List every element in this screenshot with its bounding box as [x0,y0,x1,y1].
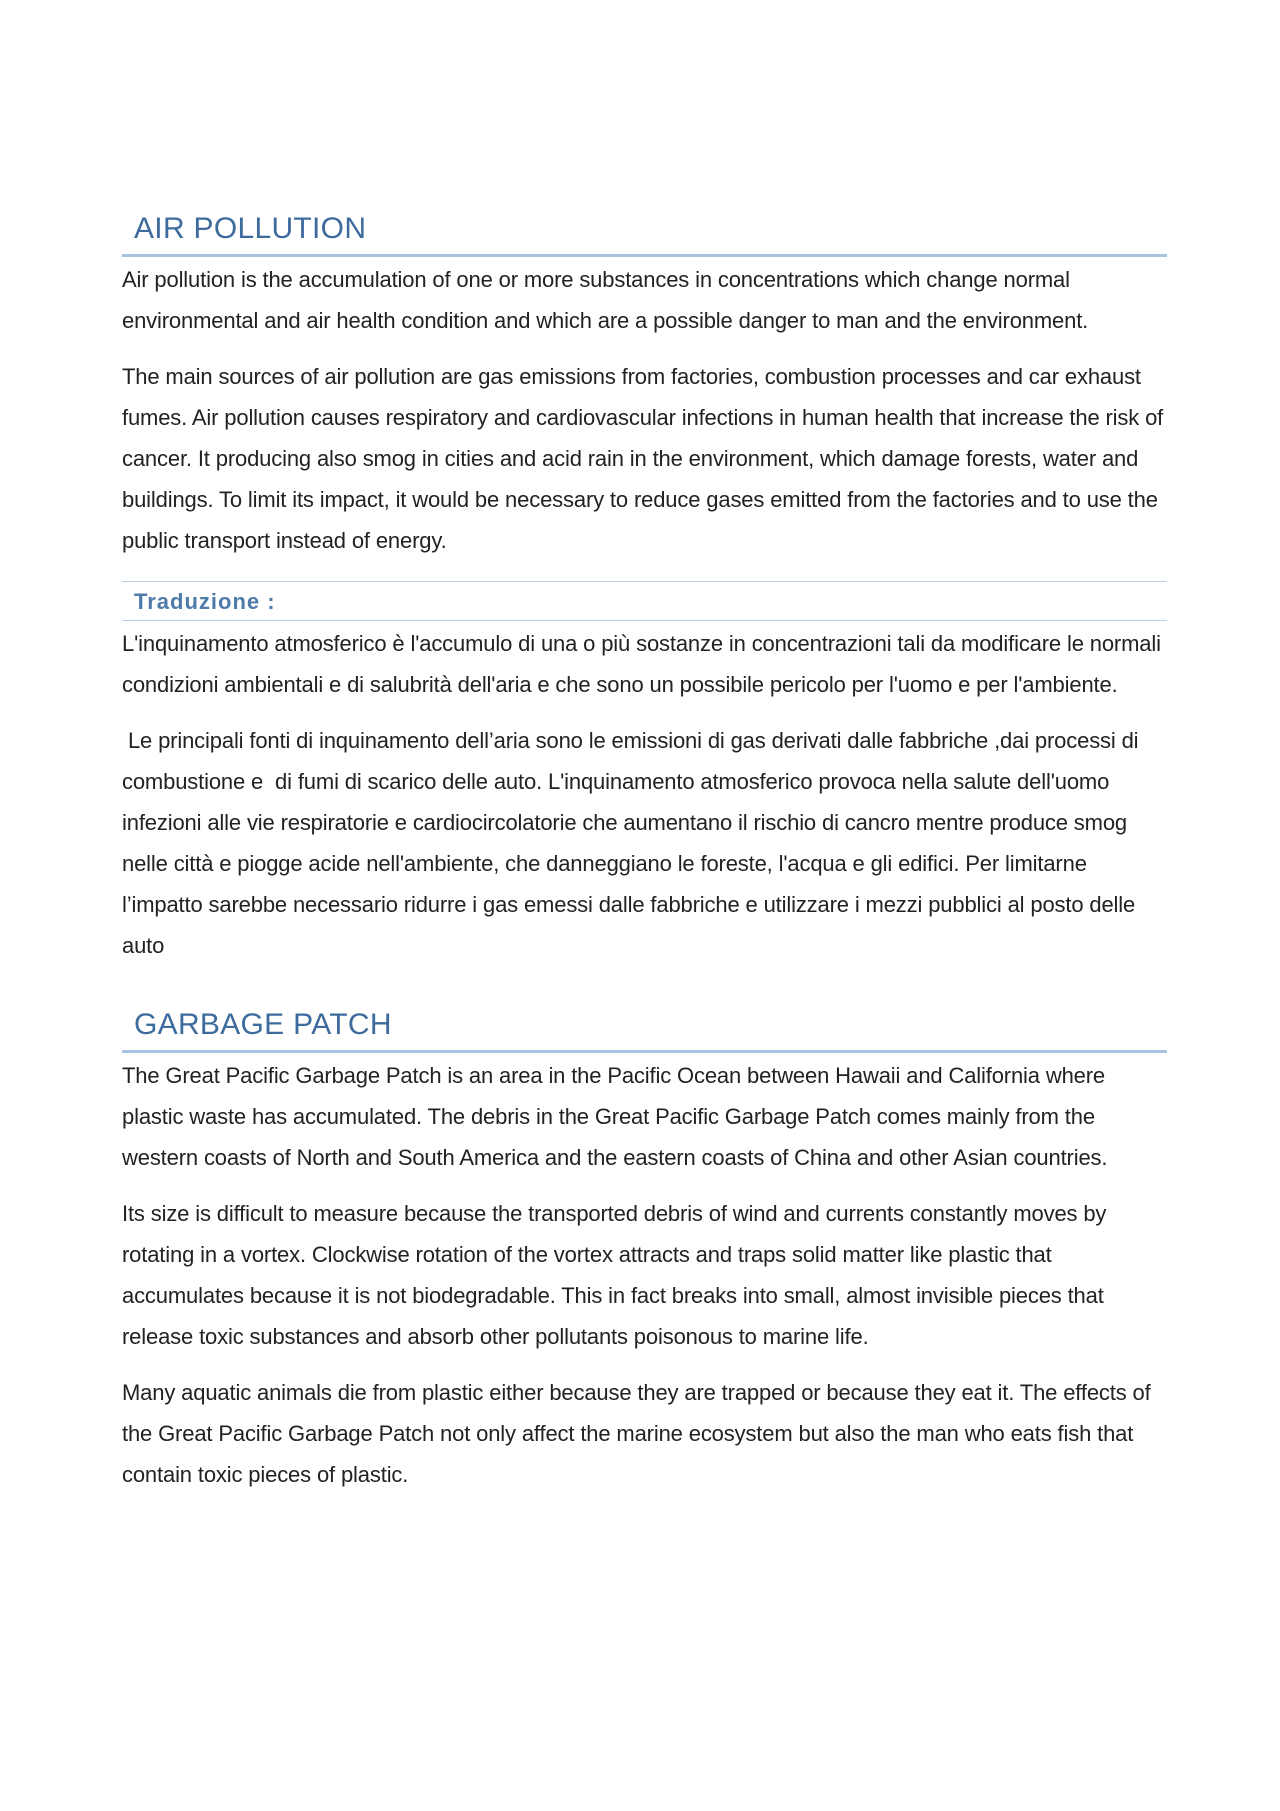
air-pollution-heading: AIR POLLUTION [134,212,367,245]
heading-divider [122,1050,1167,1053]
garbage-patch-heading: GARBAGE PATCH [134,1008,392,1041]
translation-paragraph-1: L'inquinamento atmosferico è l'accumulo di una o più sostanze in concentrazioni tali da modificare le normali condizioni ambientali e di salubrità dell'aria e che sono un possibile pericolo per l'uomo e per l'ambiente. [122,631,1161,697]
air-pollution-paragraph-2: The main sources of air pollution are gas emissions from factories, combustion processes and car exhaust fumes. Air pollution causes respiratory and cardiovascular infections in human health that increase the risk of cancer. It producing also smog in cities and acid rain in the environment, which damage forests, water and buildings. To limit its impact, it would be necessary to reduce gases emitted from the factories and to use the public transport instead of energy. [122,364,1164,553]
air-pollution-paragraph-1: Air pollution is the accumulation of one or more substances in concentrations which change normal environmental and air health condition and which are a possible danger to man and the environment. [122,267,1089,333]
heading-divider [122,254,1167,257]
document-page [122,210,1167,1495]
translation-heading-block [122,581,1167,621]
garbage-patch-paragraph-2: Its size is difficult to measure because the transported debris of wind and currents constantly moves by rotating in a vortex. Clockwise rotation of the vortex attracts and traps solid matter like plastic that accumulates because it is not biodegradable. This in fact breaks into small, almost invisible pieces that release toxic substances and absorb other pollutants poisonous to marine life. [122,1201,1107,1349]
translation-section [122,581,1167,966]
air-pollution-section [122,210,1167,561]
translation-paragraph-2: Le principali fonti di inquinamento dell’aria sono le emissioni di gas derivati dalle fabbriche ,dai processi di combustione e di fumi di scarico delle auto. L'inquinamento atmosferico provoca nella salute dell'uomo infezioni alle vie respiratorie e cardiocircolatorie che aumentano il rischio di cancro mentre produce smog nelle città e piogge acide nell'ambiente, che danneggiano le foreste, l'acqua e gli edifici. Per limitarne l’impatto sarebbe necessario ridurre i gas emessi dalle fabbriche e utilizzare i mezzi pubblici al posto delle auto [122,728,1145,958]
garbage-patch-paragraph-3: Many aquatic animals die from plastic either because they are trapped or because they eat it. The effects of the Great Pacific Garbage Patch not only affect the marine ecosystem but also the man who eats fish that contain toxic pieces of plastic. [122,1380,1151,1487]
translation-heading: Traduzione : [134,589,276,614]
garbage-patch-section [122,1006,1167,1495]
garbage-patch-paragraph-1: The Great Pacific Garbage Patch is an area in the Pacific Ocean between Hawaii and California where plastic waste has accumulated. The debris in the Great Pacific Garbage Patch comes mainly from the western coasts of North and South America and the eastern coasts of China and other Asian countries. [122,1063,1108,1170]
